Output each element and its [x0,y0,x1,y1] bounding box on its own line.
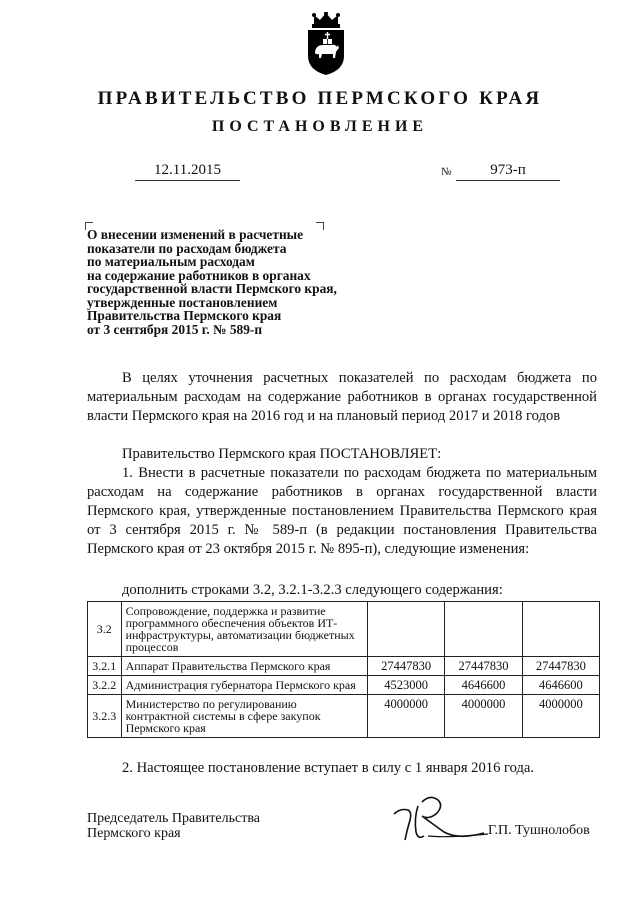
subject-line: утвержденные постановлением [87,294,278,310]
signer-title-line: Председатель Правительства [87,811,260,826]
signer-title [87,811,260,841]
row-code: 3.2.1 [88,657,122,676]
row-name: Сопровождение, поддержка и развитие программного обеспечения объектов ИТ-инфраструктуры, автоматизации бюджетных процессов [121,602,367,657]
row-value-2017: 27447830 [445,657,522,676]
row-value-2016: 4000000 [367,695,444,738]
subject-line: О внесении изменений в расчетные [87,227,304,242]
subject-line: государственной власти Пермского края, [87,281,337,296]
subject-line: на содержание работников в органах [87,267,311,283]
row-value-2017: 4646600 [445,676,522,695]
item-2-paragraph: 2. Настоящее постановление вступает в силу с 1 января 2016 года. [122,760,535,776]
subject-line: от 3 сентября 2015 г. № 589-п [87,321,263,337]
subject-line: показатели по расходам бюджета [87,240,287,256]
handwritten-signature [388,792,498,848]
row-name: Министерство по регулированию контрактной системы в сфере закупок Пермского края [121,695,367,738]
document-type: ПОСТАНОВЛЕНИЕ [211,118,429,135]
table-row [88,602,600,657]
table-intro-paragraph: дополнить строками 3.2, 3.2.1-3.2.3 следующего содержания: [122,582,503,598]
row-name: Аппарат Правительства Пермского края [121,657,367,676]
row-code: 3.2.3 [88,695,122,738]
row-name: Администрация губернатора Пермского края [121,676,367,695]
row-code: 3.2 [88,602,122,657]
document-date: 12.11.2015 [135,162,240,181]
row-value-2016: 27447830 [367,657,444,676]
organization-title: ПРАВИТЕЛЬСТВО ПЕРМСКОГО КРАЯ [97,88,543,109]
row-value-2018: 4646600 [522,676,599,695]
number-label: № [441,166,452,178]
document-number: 973-п [456,162,560,181]
row-value-2017 [445,602,522,657]
row-value-2018 [522,602,599,657]
row-value-2018: 27447830 [522,657,599,676]
subject-line: Правительства Пермского края [87,308,282,323]
row-value-2018: 4000000 [522,695,599,738]
coat-of-arms-icon [300,12,352,76]
row-value-2016: 4523000 [367,676,444,695]
preamble-paragraph: В целях уточнения расчетных показателей по расходам бюджета по материальным расходам на содержание работников в органах государственной власти Пермского края на 2016 год и на плановый период 2017 и 2018 годов [87,370,597,424]
signer-title-line: Пермского края [87,826,181,841]
subject-line: по материальным расходам [87,254,255,269]
row-value-2017: 4000000 [445,695,522,738]
amendments-table [87,601,600,738]
resolves-paragraph: Правительство Пермского края ПОСТАНОВЛЯЕТ: [122,446,442,462]
document-subject [87,228,387,336]
signer-name: Г.П. Тушнолобов [488,823,590,838]
table-row [88,657,600,676]
table-row [88,695,600,738]
table-row [88,676,600,695]
row-code: 3.2.2 [88,676,122,695]
row-value-2016 [367,602,444,657]
item-1-paragraph: 1. Внести в расчетные показатели по расходам бюджета по материальным расходам на содержание работников в органах государственной власти Пермского края, утвержденные постановлением Правительства Пермского края от 3 сентября 2015 г. № 589-п (в редакции постановления Правительства Пермского края от 23 октября 2015 г. № 895-п), следующие изменения: [87,465,597,557]
